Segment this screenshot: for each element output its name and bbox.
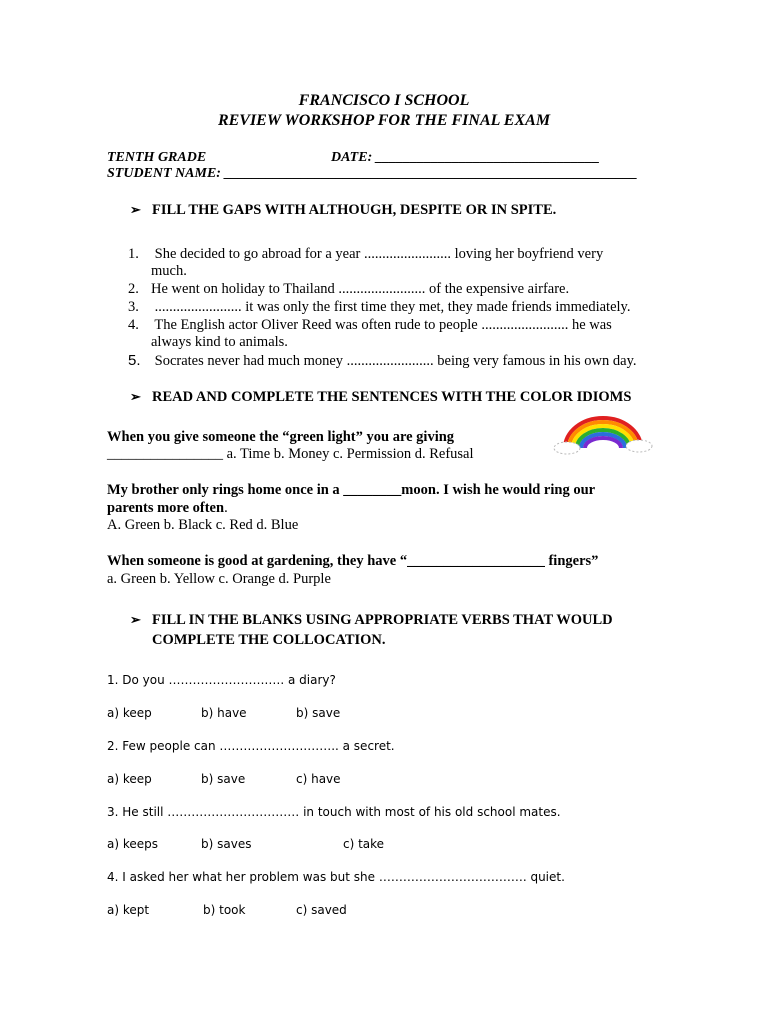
option-a: a) keep [107,772,152,786]
section-2-heading [130,389,631,406]
item-text: Socrates never had much money ........................ being very famous in his own day. [151,353,637,369]
grade-label: TENTH GRADE [107,150,207,165]
section-3-heading [130,612,613,629]
option-c: c) take [343,837,385,851]
item-text: ........................ it was only the first time they met, they made friends immediately. [151,299,631,315]
option-a: a) keep [107,706,152,720]
option-b: b) save [201,772,246,786]
option-a: a) kept [107,903,150,917]
arrow-bullet-icon: ➢ [130,612,141,627]
idiom-question-3: When someone is good at gardening, they have “___________________ fingers” [107,553,599,569]
collocation-question-2: 2. Few people can ………………….…….. a secret. [107,739,395,753]
idiom-options-1: ________________ a. Time b. Money c. Permission d. Refusal [107,446,474,462]
idiom-question-1: When you give someone the “green light” you are giving [107,429,455,445]
item-text: The English actor Oliver Reed was often rude to people ........................ he was [151,317,612,333]
option-b: b) took [203,903,246,917]
list-item [128,246,603,263]
section-3-title: FILL IN THE BLANKS USING APPROPRIATE VERBS THAT WOULD [152,612,613,628]
item-text: He went on holiday to Thailand ........................ of the expensive airfare. [151,281,570,297]
item-text: She decided to go abroad for a year ........................ loving her boyfriend very [151,246,604,262]
item-text-continued: always kind to animals. [151,334,288,350]
item-number: 1. [128,246,139,262]
collocation-question-4: 4. I asked her what her problem was but she ………………………………. quiet. [107,870,565,884]
option-c: b) save [296,706,341,720]
item-number: 2. [128,281,139,297]
option-a: a) keeps [107,837,159,851]
rainbow-icon [553,408,653,458]
item-number: 3. [128,299,139,315]
collocation-question-1: 1. Do you …………………….…. a diary? [107,673,336,687]
arrow-bullet-icon: ➢ [130,202,141,217]
collocation-question-3: 3. He still …………………………… in touch with most of his old school mates. [107,805,561,819]
option-c: c) have [296,772,341,786]
section-2-title: READ AND COMPLETE THE SENTENCES WITH THE COLOR IDIOMS [152,389,632,405]
school-title: FRANCISCO I SCHOOL [298,92,470,109]
list-item [128,299,630,316]
idiom-options-3: a. Green b. Yellow c. Orange d. Purple [107,571,331,587]
idiom-question-2: My brother only rings home once in a ________moon. I wish he would ring our [107,482,596,498]
idiom-question-2-continued: parents more often. [107,500,228,516]
list-item [128,352,637,370]
option-c: c) saved [296,903,347,917]
idiom-options-2: A. Green b. Black c. Red d. Blue [107,517,299,533]
item-number: 5. [128,352,141,369]
option-b: b) have [201,706,247,720]
list-item [128,317,612,334]
item-number: 4. [128,317,139,333]
item-text-continued: much. [151,263,187,279]
section-1-title: FILL THE GAPS WITH ALTHOUGH, DESPITE OR IN SPITE. [152,202,557,218]
section-3-title-continued: COMPLETE THE COLLOCATION. [152,632,386,648]
workshop-title: REVIEW WORKSHOP FOR THE FINAL EXAM [217,112,551,129]
student-name-field: STUDENT NAME: ___________________________________________________________ [107,166,638,181]
option-b: b) saves [201,837,252,851]
section-1-heading [130,202,556,219]
date-field: DATE: ________________________________ [331,150,600,165]
list-item [128,281,569,298]
arrow-bullet-icon: ➢ [130,389,141,404]
